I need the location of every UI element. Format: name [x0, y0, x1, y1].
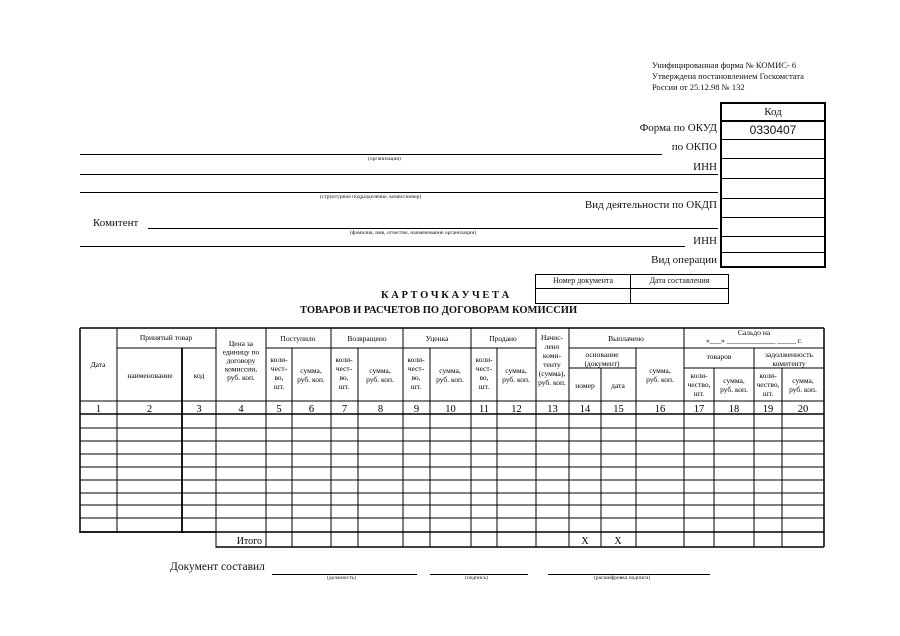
- markdown-header: Уценка: [425, 334, 449, 343]
- column-number: 8: [377, 404, 384, 415]
- price-header: договору: [226, 356, 256, 365]
- saldo-header: «___» _____________ _____ г.: [706, 336, 802, 345]
- card-title: К А Р Т О Ч К А У Ч Е Т А: [381, 290, 510, 301]
- sold-header: Продано: [489, 334, 517, 343]
- column-number: 10: [445, 404, 456, 415]
- quantity-header: чест-: [475, 364, 493, 373]
- paid-sum-header: сумма,: [649, 366, 671, 375]
- quantity-header: чество,: [756, 380, 780, 389]
- quantity-header: коли-: [690, 371, 708, 380]
- price-header: единицу по: [222, 347, 260, 357]
- sum-header: руб. коп.: [720, 385, 748, 394]
- total-label: Итого: [236, 536, 262, 547]
- date-header: Дата: [90, 360, 106, 369]
- sum-header: сумма,: [505, 366, 527, 375]
- quantity-header: шт.: [693, 389, 705, 398]
- price-header: руб. коп.: [227, 373, 255, 382]
- price-header: комиссии,: [224, 364, 258, 374]
- komitent-caption: (фамилия, имя, отчество, наименование организации): [350, 230, 477, 236]
- sum-header: руб. коп.: [436, 375, 464, 384]
- price-header: Цена за: [228, 339, 254, 348]
- column-number: 5: [276, 404, 282, 415]
- x-mark: X: [614, 536, 622, 547]
- column-number: 15: [613, 404, 624, 415]
- total-row-blank: [79, 533, 216, 550]
- quantity-header: шт.: [410, 382, 422, 391]
- column-number: 18: [728, 404, 740, 415]
- quantity-header: чест-: [407, 364, 425, 373]
- number-header: номер: [575, 381, 595, 390]
- paid-date-header: дата: [611, 381, 625, 390]
- saldo-header: Сальдо на: [737, 328, 771, 337]
- goods-header: товаров: [706, 352, 732, 361]
- inn-label: ИНН: [693, 161, 717, 173]
- approval-date-line: России от 25.12.98 № 132: [652, 82, 745, 92]
- quantity-header: во,: [339, 373, 349, 382]
- accrued-header: Начис-: [540, 333, 564, 342]
- basis-header: основание: [585, 350, 619, 359]
- debt-header: комитенту: [772, 359, 806, 368]
- basis-header: (документ): [584, 359, 620, 368]
- sum-header: руб. коп.: [366, 375, 394, 384]
- quantity-header: шт.: [273, 382, 285, 391]
- organization-caption: (организация): [368, 156, 401, 162]
- paid-header: Выплачено: [608, 334, 644, 343]
- sum-header: сумма,: [723, 376, 745, 385]
- code-header: код: [193, 371, 205, 380]
- kod-header: Код: [764, 106, 782, 118]
- received-header: Поступило: [280, 334, 316, 343]
- quantity-header: коли-: [270, 355, 288, 364]
- accrued-header: тенту: [543, 360, 561, 369]
- returned-header: Возвращено: [347, 334, 387, 343]
- column-number: 4: [238, 404, 244, 415]
- column-number: 9: [413, 404, 420, 415]
- sum-header: сумма,: [300, 366, 322, 375]
- card-subtitle: ТОВАРОВ И РАСЧЕТОВ ПО ДОГОВОРАМ КОМИССИИ: [300, 305, 578, 316]
- quantity-header: коли-: [407, 355, 425, 364]
- accrued-header: лено: [544, 342, 560, 351]
- received-goods-header: Принятый товар: [139, 333, 193, 342]
- column-number: 12: [511, 404, 522, 415]
- quantity-header: чест-: [270, 364, 288, 373]
- column-number: 7: [341, 404, 348, 415]
- quantity-header: во,: [274, 373, 284, 382]
- sum-header: сумма,: [439, 366, 461, 375]
- quantity-header: шт.: [478, 382, 490, 391]
- quantity-header: коли-: [475, 355, 493, 364]
- quantity-header: шт.: [762, 389, 774, 398]
- sum-header: руб. коп.: [502, 375, 530, 384]
- okdp-label: Вид деятельности по ОКДП: [584, 199, 717, 211]
- signature-caption: (подпись): [465, 575, 488, 581]
- quantity-header: во,: [479, 373, 489, 382]
- komitent-label: Комитент: [93, 217, 139, 229]
- column-number: 11: [478, 404, 490, 415]
- quantity-header: чество,: [687, 380, 711, 389]
- column-number: 2: [146, 404, 153, 415]
- sum-header: сумма,: [369, 366, 391, 375]
- quantity-header: шт.: [338, 382, 350, 391]
- column-number: 6: [308, 404, 315, 415]
- quantity-header: во,: [411, 373, 421, 382]
- column-number: 3: [196, 404, 202, 415]
- okud-code-value[interactable]: 0330407: [749, 123, 797, 137]
- column-number: 14: [579, 404, 591, 415]
- form-id-line: Унифицированная форма № КОМИС- 6: [652, 60, 797, 70]
- column-number: 1: [95, 404, 102, 415]
- accrued-header: руб. коп.: [538, 378, 566, 387]
- accrued-header: коми-: [542, 351, 562, 360]
- operation-label: Вид операции: [651, 254, 717, 266]
- approval-line: Утверждена постановлением Госкомстата: [652, 71, 804, 81]
- okud-label: Форма по ОКУД: [639, 122, 717, 134]
- name-header: наименование: [127, 371, 173, 380]
- position-caption: (должность): [327, 575, 356, 581]
- structural-unit-caption: (структурное подразделение, комиссионер): [320, 194, 422, 200]
- column-number: 17: [693, 404, 705, 415]
- document-date-label: Дата составления: [649, 276, 710, 285]
- debt-header: задолженность: [765, 350, 813, 359]
- column-number: 19: [762, 404, 774, 415]
- okpo-label: по ОКПО: [671, 141, 717, 153]
- x-mark: X: [581, 536, 589, 547]
- column-number: 16: [654, 404, 666, 415]
- quantity-header: коли-: [335, 355, 353, 364]
- quantity-header: чест-: [335, 364, 353, 373]
- column-number: 13: [547, 404, 558, 415]
- composed-by-label: Документ составил: [170, 561, 265, 573]
- decipher-caption: (расшифровка подписи): [594, 575, 651, 581]
- inn2-label: ИНН: [693, 235, 717, 247]
- column-number: 20: [797, 404, 809, 415]
- paid-sum-header: руб. коп.: [646, 375, 674, 384]
- accrued-header: (сумма),: [538, 369, 566, 378]
- sum-header: сумма,: [792, 376, 814, 385]
- sum-header: руб. коп.: [789, 385, 817, 394]
- quantity-header: коли-: [759, 371, 777, 380]
- sum-header: руб. коп.: [297, 375, 325, 384]
- document-number-label: Номер документа: [552, 276, 613, 285]
